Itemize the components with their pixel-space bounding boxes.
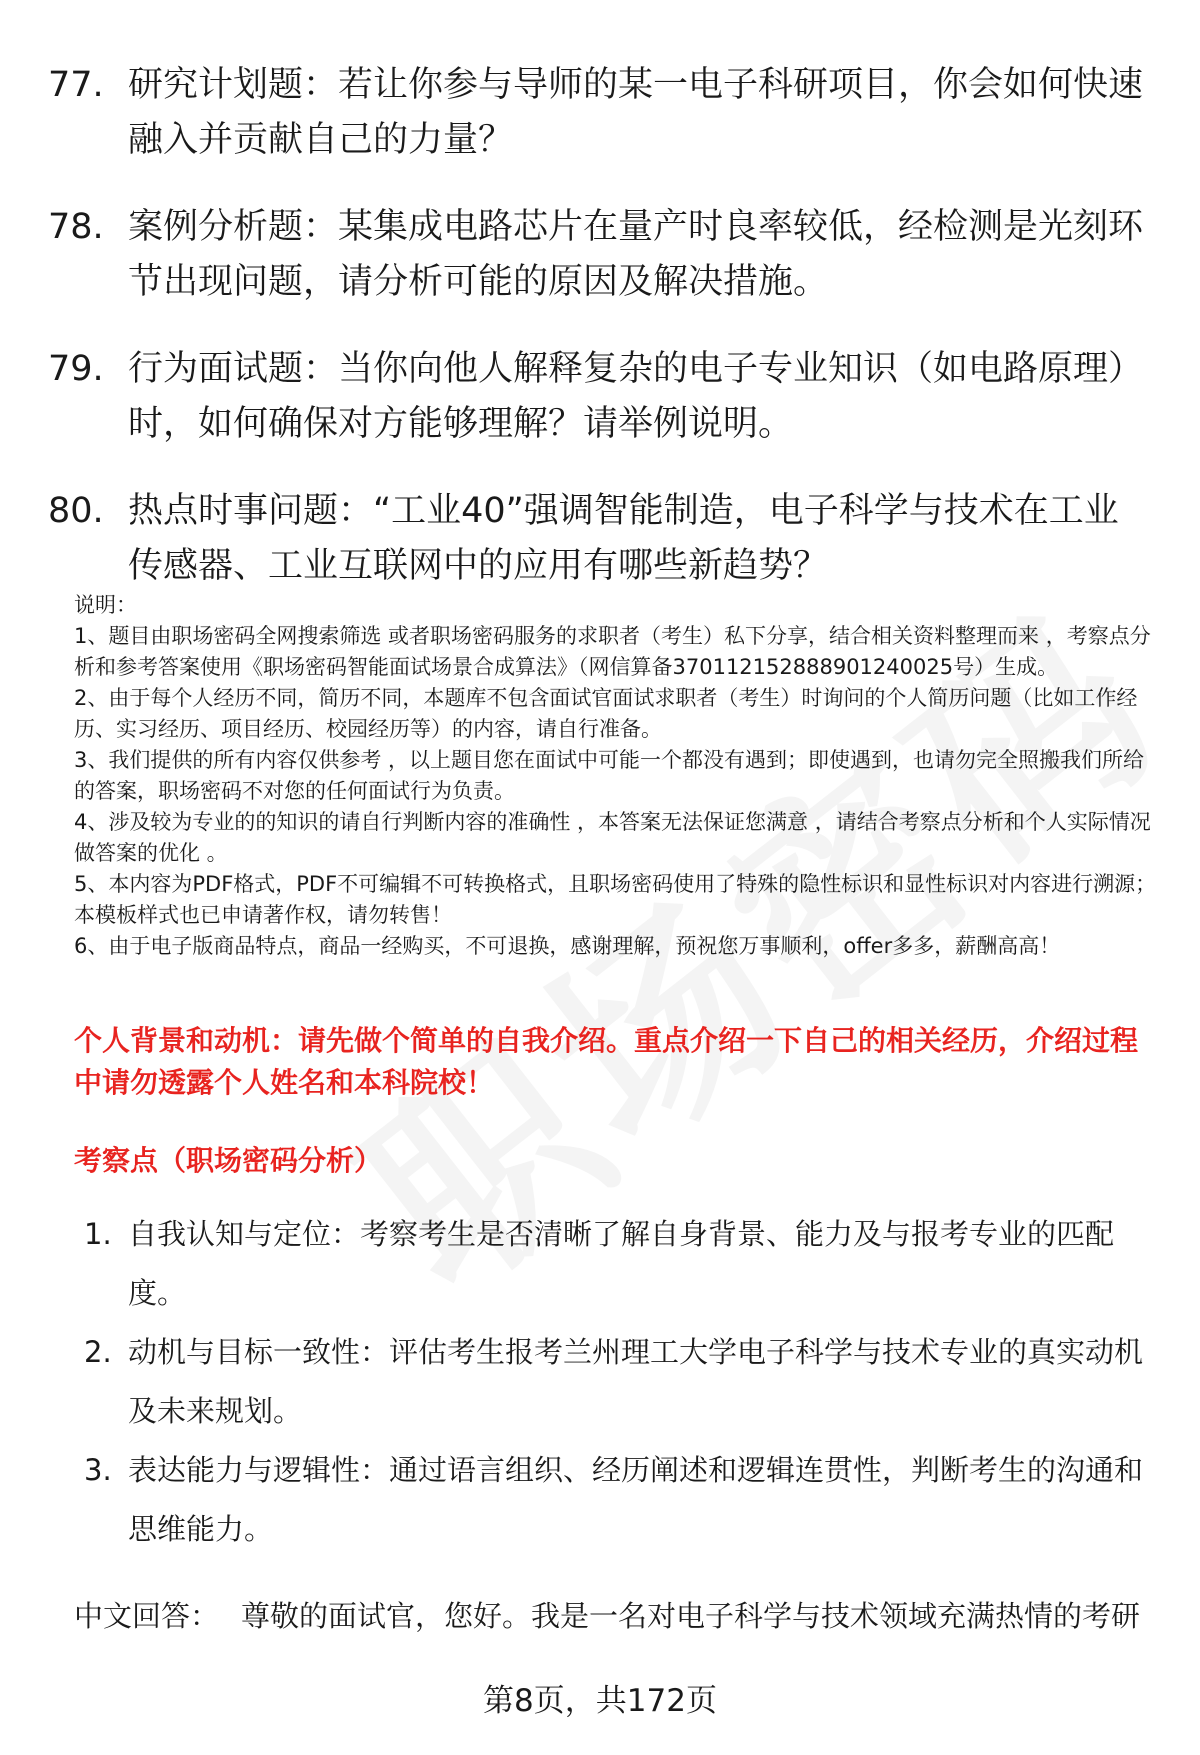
assessment-point bbox=[84, 1441, 1164, 1559]
point-number: 3. bbox=[84, 1453, 112, 1487]
question-text: 案例分析题：某集成电路芯片在量产时良率较低，经检测是光刻环节出现问题，请分析可能的原因及解决措施。 bbox=[128, 207, 1144, 302]
answer-text: 尊敬的面试官，您好。我是一名对电子科学与技术领域充满热情的考研 bbox=[241, 1599, 1141, 1633]
note-item: 5、本内容为PDF格式，PDF不可编辑不可转换格式，且职场密码使用了特殊的隐性标识和显性标识对内容进行溯源；本模板样式也已申请著作权，请勿转售！ bbox=[74, 872, 1157, 927]
note-item: 3、我们提供的所有内容仅供参考 ，以上题目您在面试中可能一个都没有遇到；即使遇到，也请勿完全照搬我们所给的答案，职场密码不对您的任何面试行为负责。 bbox=[74, 748, 1145, 803]
point-number: 1. bbox=[84, 1217, 112, 1251]
section-heading: 个人背景和动机：请先做个简单的自我介绍。重点介绍一下自己的相关经历，介绍过程中请勿透露个人姓名和本科院校！ bbox=[74, 1024, 1139, 1099]
question-text: 研究计划题：若让你参与导师的某一电子科研项目，你会如何快速融入并贡献自己的力量？ bbox=[128, 65, 1144, 160]
note-item: 2、由于每个人经历不同，简历不同，本题库不包含面试官面试求职者（考生）时询问的个人简历问题（比如工作经历、实习经历、项目经历、校园经历等）的内容，请自行准备。 bbox=[74, 686, 1138, 741]
question-section bbox=[74, 1020, 1164, 1182]
note-item: 4、涉及较为专业的的知识的请自行判断内容的准确性 ，本答案无法保证您满意 ，请结合考察点分析和个人实际情况做答案的优化 。 bbox=[74, 810, 1151, 865]
section-subheading: 考察点（职场密码分析） bbox=[74, 1144, 383, 1177]
question-text: 行为面试题：当你向他人解释复杂的电子专业知识（如电路原理）时，如何确保对方能够理解？请举例说明。 bbox=[128, 349, 1144, 444]
question-item bbox=[48, 58, 1158, 168]
answer-block bbox=[74, 1595, 1174, 1637]
assessment-point bbox=[84, 1323, 1164, 1441]
answer-label: 中文回答： bbox=[74, 1599, 220, 1633]
question-item bbox=[48, 200, 1158, 310]
notes-title: 说明： bbox=[74, 593, 137, 617]
assessment-points bbox=[84, 1205, 1164, 1559]
question-list bbox=[48, 58, 1158, 626]
note-item: 6、由于电子版商品特点，商品一经购买，不可退换，感谢理解，预祝您万事顺利，offer多多，薪酬高高！ bbox=[74, 934, 1061, 958]
assessment-point bbox=[84, 1205, 1164, 1323]
point-text: 自我认知与定位：考察考生是否清晰了解自身背景、能力及与报考专业的匹配度。 bbox=[128, 1217, 1115, 1310]
question-number: 80. bbox=[48, 491, 104, 531]
question-number: 78. bbox=[48, 207, 104, 247]
page-footer: 第8页，共172页 bbox=[483, 1683, 717, 1719]
point-text: 动机与目标一致性：评估考生报考兰州理工大学电子科学与技术专业的真实动机及未来规划。 bbox=[128, 1335, 1144, 1428]
question-number: 79. bbox=[48, 349, 104, 389]
question-number: 77. bbox=[48, 65, 104, 105]
note-item: 1、题目由职场密码全网搜索筛选 或者职场密码服务的求职者（考生）私下分享，结合相关资料整理而来 ，考察点分析和参考答案使用《职场密码智能面试场景合成算法》（网信算备370112152888901240025号）生成。 bbox=[74, 624, 1151, 679]
question-item bbox=[48, 342, 1158, 452]
point-text: 表达能力与逻辑性：通过语言组织、经历阐述和逻辑连贯性，判断考生的沟通和思维能力。 bbox=[128, 1453, 1144, 1546]
point-number: 2. bbox=[84, 1335, 112, 1369]
notes-block bbox=[74, 590, 1164, 962]
question-item bbox=[48, 484, 1158, 594]
question-text: 热点时事问题：“工业40”强调智能制造，电子科学与技术在工业传感器、工业互联网中的应用有哪些新趋势？ bbox=[128, 491, 1119, 586]
